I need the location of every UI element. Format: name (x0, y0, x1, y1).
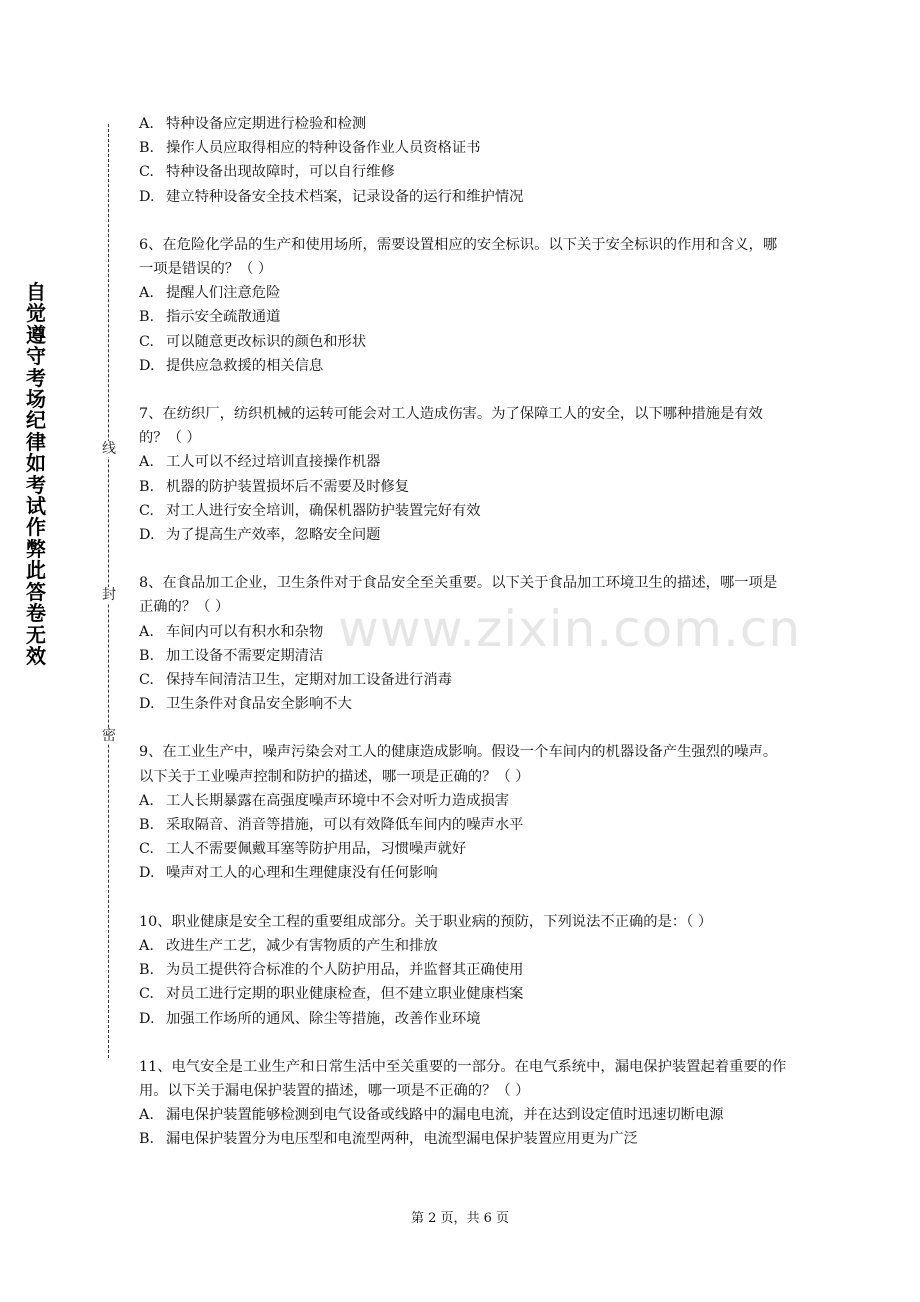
option: A. 车间内可以有积水和杂物 (139, 623, 324, 640)
option: B. 采取隔音、消音等措施，可以有效降低车间内的噪声水平 (139, 817, 524, 834)
notice-char: 自 (26, 280, 46, 304)
notice-char: 如 (26, 451, 46, 476)
leading-options (139, 112, 789, 209)
question-stem: 8、在食品加工企业，卫生条件对于食品安全至关重要。以下关于食品加工环境卫生的描述，哪一项是正确的？（ ） (139, 575, 778, 616)
option: D. 卫生条件对食品安全影响不大 (139, 696, 352, 713)
option: C. 对员工进行定期的职业健康检查，但不建立职业健康档案 (139, 986, 524, 1003)
notice-char: 无 (26, 622, 46, 647)
notice-char: 此 (26, 558, 46, 583)
question-11 (139, 1055, 789, 1152)
binding-mark-seal: 封 (102, 587, 116, 603)
notice-char: 守 (26, 344, 46, 369)
option: A. 工人可以不经过培训直接操作机器 (139, 454, 381, 471)
option: A. 工人长期暴露在高强度噪声环境中不会对听力造成损害 (139, 792, 510, 809)
question-8 (139, 571, 789, 716)
question-stem: 7、在纺织厂，纺织机械的运转可能会对工人造成伤害。为了保障工人的安全，以下哪种措施是有效的？（ ） (139, 406, 763, 447)
binding-mark-secret: 密 (102, 728, 116, 744)
notice-char: 考 (26, 365, 46, 390)
option: D. 提供应急救援的相关信息 (139, 357, 324, 374)
option: C. 工人不需要佩戴耳塞等防护用品，习惯噪声就好 (139, 841, 467, 858)
option: B. 漏电保护装置分为电压型和电流型两种，电流型漏电保护装置应用更为广泛 (139, 1131, 638, 1148)
notice-char: 律 (26, 429, 46, 454)
exam-discipline-notice (22, 282, 50, 667)
notice-char: 试 (26, 494, 46, 519)
notice-char: 效 (26, 643, 46, 668)
question-stem: 9、在工业生产中，噪声污染会对工人的健康造成影响。假设一个车间内的机器设备产生强烈的噪声。以下关于工业噪声控制和防护的描述，哪一项是正确的？（ ） (139, 744, 778, 785)
notice-char: 卷 (26, 601, 46, 626)
notice-char: 考 (26, 472, 46, 497)
option: C. 特种设备出现故障时，可以自行维修 (139, 164, 395, 181)
question-6 (139, 233, 789, 378)
option: B. 加工设备不需要定期清洁 (139, 647, 324, 664)
option: A. 改进生产工艺，减少有害物质的产生和排放 (139, 937, 438, 954)
option: B. 为员工提供符合标准的个人防护用品，并监督其正确使用 (139, 962, 524, 979)
notice-char: 答 (26, 579, 46, 604)
option: D. 噪声对工人的心理和生理健康没有任何影响 (139, 865, 438, 882)
notice-char: 弊 (26, 536, 46, 561)
binding-mark-line: 线 (102, 441, 116, 457)
exam-content (139, 112, 789, 1176)
option: B. 指示安全疏散通道 (139, 309, 281, 326)
option: C. 可以随意更改标识的颜色和形状 (139, 333, 367, 350)
question-10 (139, 910, 789, 1031)
option: A. 漏电保护装置能够检测到电气设备或线路中的漏电电流，并在达到设定值时迅速切断电源 (139, 1107, 724, 1124)
option: B. 机器的防护装置损坏后不需要及时修复 (139, 478, 410, 495)
option: B. 操作人员应取得相应的特种设备作业人员资格证书 (139, 140, 481, 157)
option: C. 对工人进行安全培训，确保机器防护装置完好有效 (139, 502, 481, 519)
page-footer: 第 2 页，共 6 页 (410, 1211, 510, 1226)
notice-char: 纪 (26, 408, 46, 433)
option: A. 提醒人们注意危险 (139, 285, 281, 302)
question-stem: 10、职业健康是安全工程的重要组成部分。关于职业病的预防，下列说法不正确的是：（ ） (139, 913, 713, 930)
question-9 (139, 740, 789, 885)
option: D. 建立特种设备安全技术档案，记录设备的运行和维护情况 (139, 188, 524, 205)
option: C. 保持车间清洁卫生，定期对加工设备进行消毒 (139, 672, 452, 689)
option: D. 加强工作场所的通风、除尘等措施，改善作业环境 (139, 1010, 481, 1027)
option: D. 为了提高生产效率，忽略安全问题 (139, 527, 381, 544)
notice-char: 作 (26, 515, 46, 540)
question-stem: 11、电气安全是工业生产和日常生活中至关重要的一部分。在电气系统中，漏电保护装置起着重要的作用。以下关于漏电保护装置的描述，哪一项是不正确的？（ ） (139, 1058, 787, 1099)
notice-char: 觉 (26, 301, 46, 326)
question-7 (139, 402, 789, 547)
notice-char: 场 (26, 387, 46, 412)
notice-char: 遵 (26, 322, 46, 347)
question-stem: 6、在危险化学品的生产和使用场所，需要设置相应的安全标识。以下关于安全标识的作用和含义，哪一项是错误的？（ ） (139, 236, 778, 278)
watermark: www.zixin.com.cn (338, 600, 802, 658)
option: A. 特种设备应定期进行检验和检测 (139, 116, 367, 132)
